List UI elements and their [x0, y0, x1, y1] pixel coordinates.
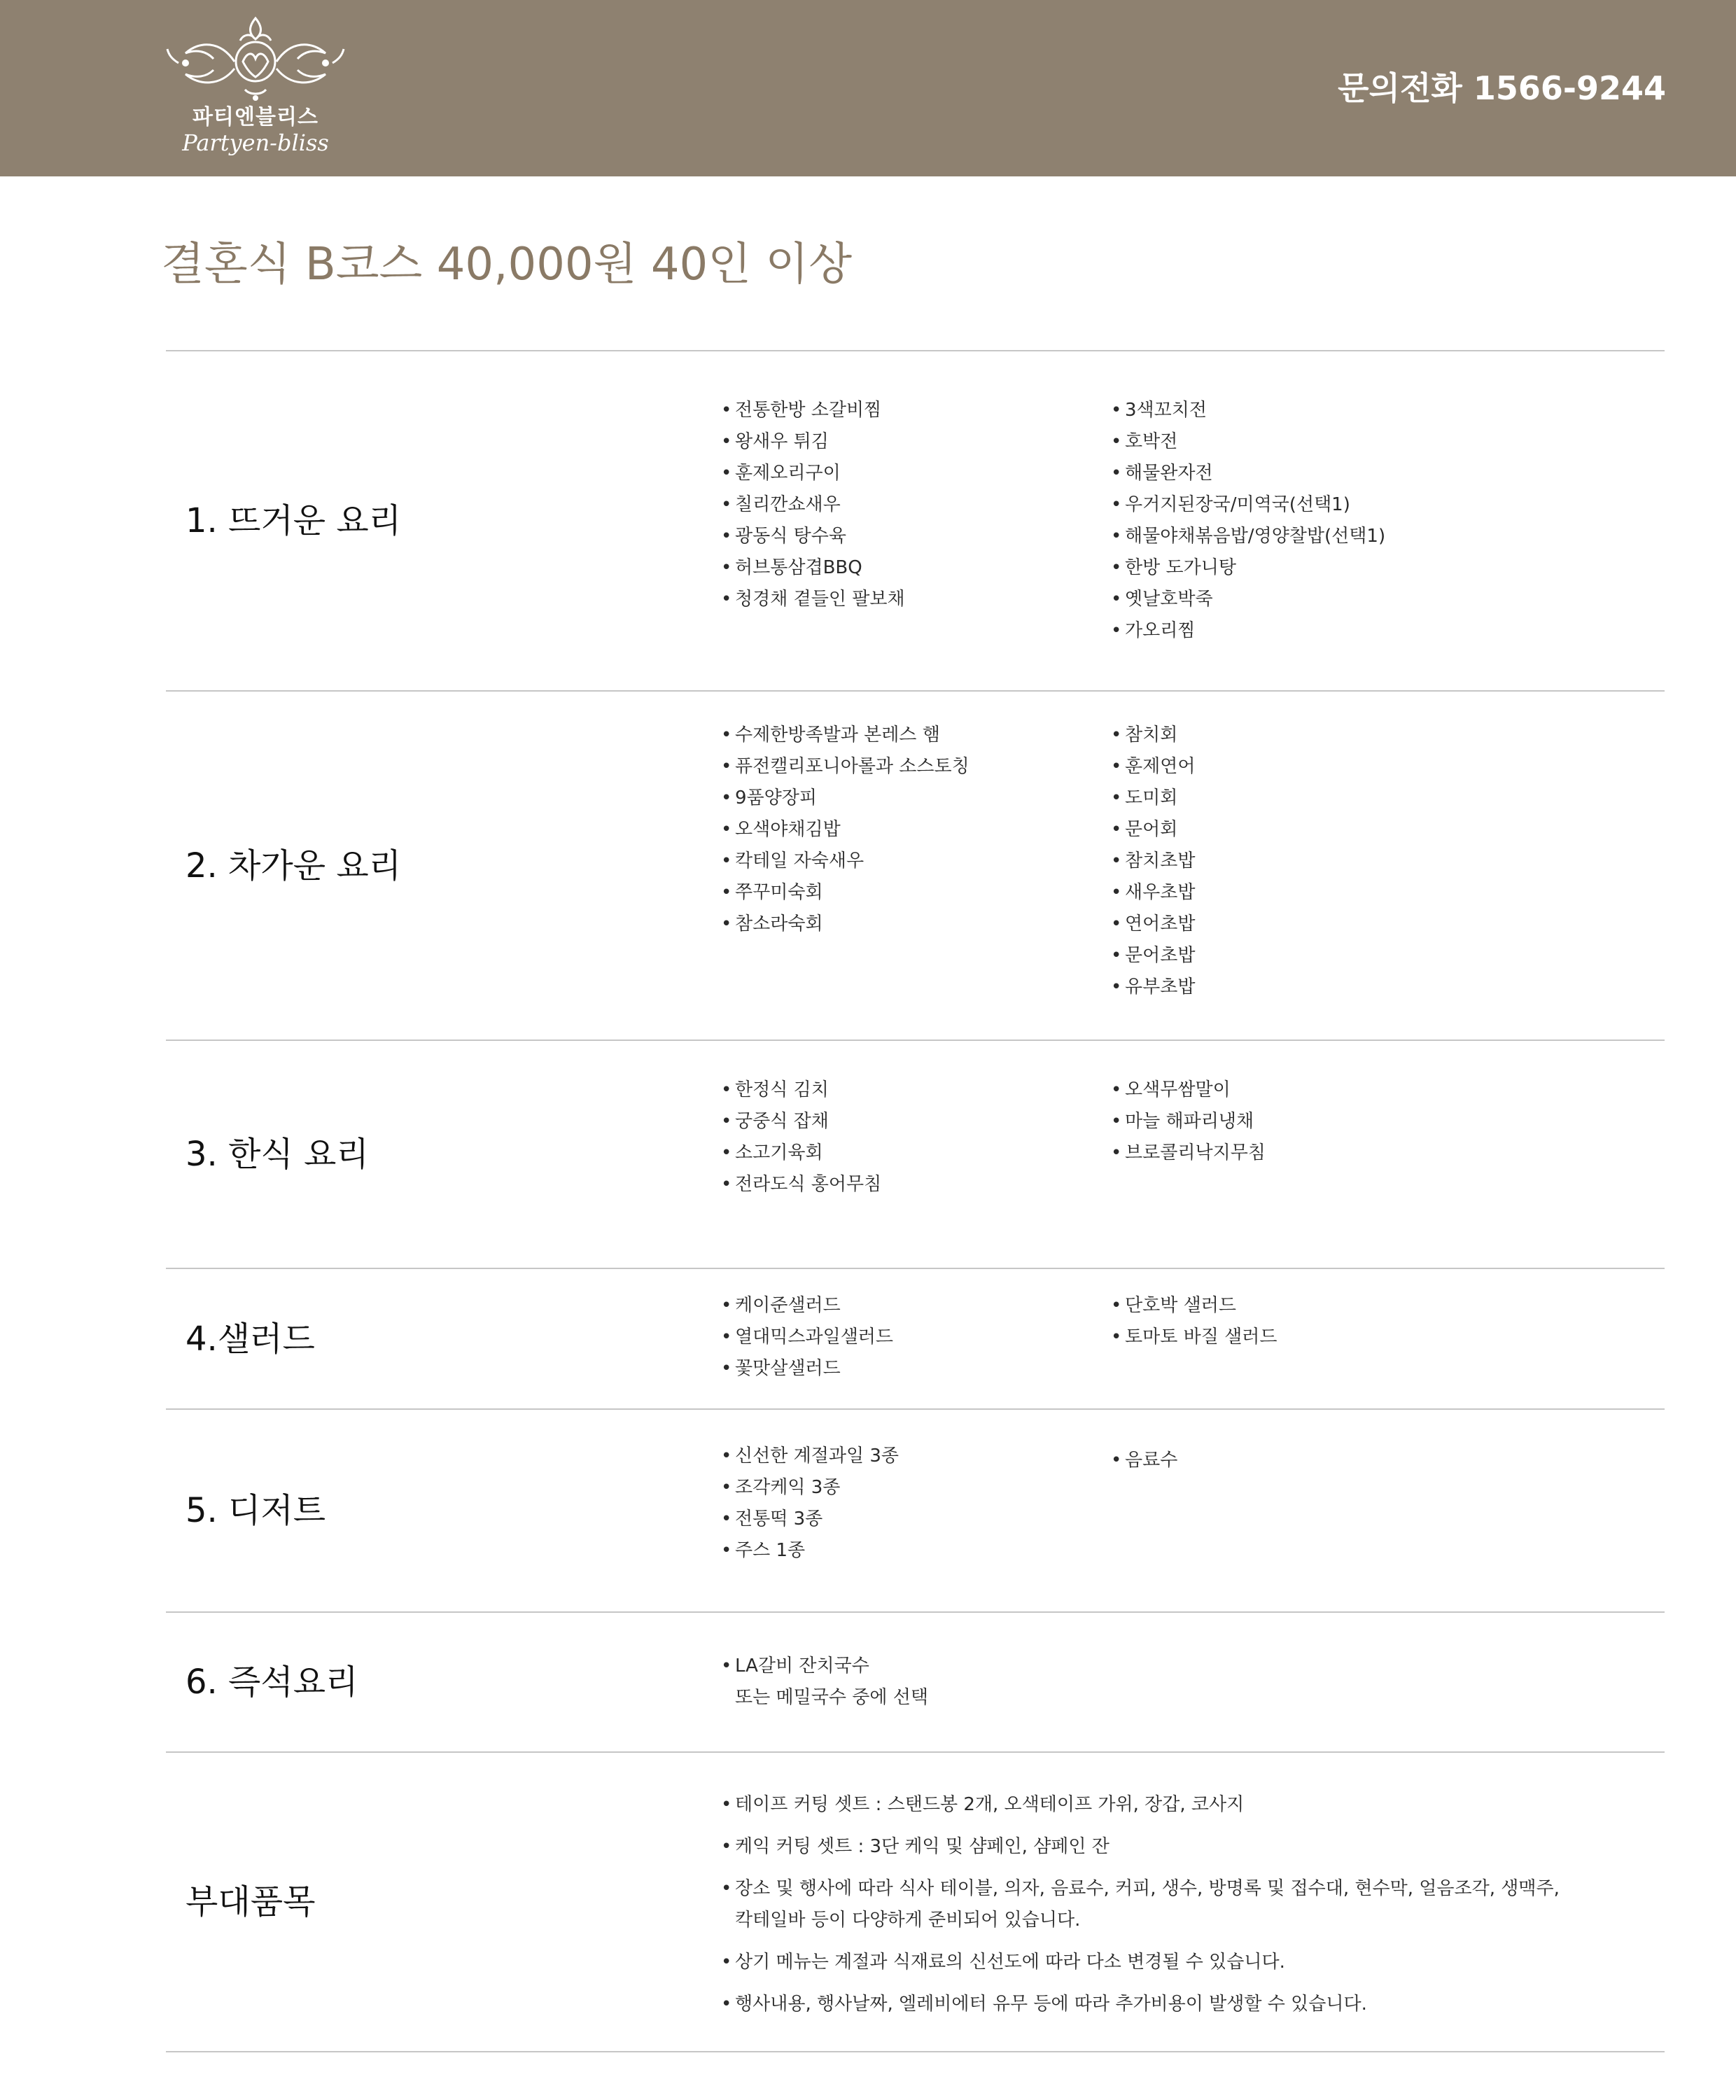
list-item: • 토마토 바질 샐러드 [1111, 1322, 1277, 1353]
list-item: • 퓨전캘리포니아롤과 소스토칭 [721, 751, 969, 783]
list-item: • 전라도식 홍어무침 [721, 1169, 881, 1200]
dish-list-left [721, 1441, 899, 1567]
list-item: • 해물야채볶음밥/영양찰밥(선택1) [1111, 521, 1385, 552]
list-item: • 훈제연어 [1111, 751, 1195, 783]
list-item: • 허브통삼겹BBQ [721, 552, 905, 584]
dish-list-left [721, 1651, 928, 1714]
list-item [721, 1651, 928, 1714]
list-item: • 새우초밥 [1111, 877, 1195, 909]
section-title: 부대품목 [186, 1882, 316, 1921]
logo-english-name: Partyen-bliss [182, 130, 329, 156]
list-item: • 참치초밥 [1111, 846, 1195, 877]
list-item: • 참치회 [1111, 720, 1195, 751]
list-item: • 마늘 해파리냉채 [1111, 1106, 1266, 1138]
list-item: • 왕새우 튀김 [721, 426, 905, 458]
list-item: • 문어회 [1111, 814, 1195, 846]
list-item: • 조각케익 3종 [721, 1472, 899, 1504]
menu-section-extras [166, 1753, 1665, 2052]
ornament-crest-icon [164, 13, 346, 104]
section-title: 6. 즉석요리 [186, 1662, 358, 1702]
dish-list-left [721, 1074, 881, 1200]
list-item: • 유부초밥 [1111, 972, 1195, 1003]
section-title: 2. 차가운 요리 [186, 846, 402, 886]
list-item: • 가오리찜 [1111, 615, 1385, 647]
list-item: • 열대믹스과일샐러드 [721, 1322, 893, 1353]
dish-list-left [721, 395, 905, 615]
menu-section-cold [166, 692, 1665, 1041]
list-item: • 꽃맛살샐러드 [721, 1353, 893, 1385]
list-item-note: 칵테일바 등이 다양하게 준비되어 있습니다. [735, 1910, 1081, 1931]
section-title: 3. 한식 요리 [186, 1135, 369, 1174]
list-item: • 주스 1종 [721, 1535, 899, 1567]
list-item-text: LA갈비 잔치국수 [735, 1656, 869, 1676]
list-item: • 브로콜리낙지무침 [1111, 1138, 1266, 1169]
dish-list-right [1111, 1445, 1177, 1476]
list-item: • 오색무쌈말이 [1111, 1074, 1266, 1106]
list-item: • 청경채 곁들인 팔보채 [721, 584, 905, 615]
list-item: • 참소라숙회 [721, 909, 969, 940]
list-item: • 쭈꾸미숙회 [721, 877, 969, 909]
list-item: • 전통한방 소갈비찜 [721, 395, 905, 426]
extras-list [721, 1789, 1561, 2031]
list-item: • 한정식 김치 [721, 1074, 881, 1106]
list-item: • 문어초밥 [1111, 940, 1195, 972]
list-item: • 수제한방족발과 본레스 햄 [721, 720, 969, 751]
list-item: • 오색야채김밥 [721, 814, 969, 846]
dish-list-right [1111, 395, 1385, 647]
list-item: • 호박전 [1111, 426, 1385, 458]
menu-table [166, 350, 1665, 2052]
list-item: • 신선한 계절과일 3종 [721, 1441, 899, 1472]
list-item-note: 또는 메밀국수 중에 선택 [735, 1687, 928, 1708]
dish-list-right [1111, 1074, 1266, 1169]
list-item: • 음료수 [1111, 1445, 1177, 1476]
list-item: • 테이프 커팅 셋트 : 스탠드봉 2개, 오색테이프 가위, 장갑, 코사지 [721, 1789, 1561, 1821]
dish-list-left [721, 720, 969, 940]
list-item: • 9품양장피 [721, 783, 969, 814]
list-item: • 케이준샐러드 [721, 1290, 893, 1322]
menu-section-dessert [166, 1410, 1665, 1613]
brand-logo[interactable] [161, 13, 350, 167]
menu-section-hot [166, 351, 1665, 692]
section-title: 4.샐러드 [186, 1319, 315, 1359]
list-item: • 전통떡 3종 [721, 1504, 899, 1535]
list-item: • 상기 메뉴는 계절과 식재료의 신선도에 따라 다소 변경될 수 있습니다. [721, 1947, 1561, 1978]
list-item: • 칵테일 자숙새우 [721, 846, 969, 877]
dish-list-right [1111, 1290, 1277, 1353]
list-item-text: 장소 및 행사에 따라 식사 테이블, 의자, 음료수, 커피, 생수, 방명록 및 접수대, 현수막, 얼음조각, 생맥주, [735, 1878, 1560, 1899]
list-item: • 훈제오리구이 [721, 458, 905, 489]
list-item: • 해물완자전 [1111, 458, 1385, 489]
list-item: • 칠리깐쇼새우 [721, 489, 905, 521]
section-title: 1. 뜨거운 요리 [186, 501, 402, 540]
menu-section-salad [166, 1269, 1665, 1410]
list-item: • 행사내용, 행사날짜, 엘레비에터 유무 등에 따라 추가비용이 발생할 수 있습니다. [721, 1989, 1561, 2020]
list-item: • 광동식 탕수육 [721, 521, 905, 552]
list-item: • 궁중식 잡채 [721, 1106, 881, 1138]
list-item: • 한방 도가니탕 [1111, 552, 1385, 584]
dish-list-left [721, 1290, 893, 1385]
list-item: • 도미회 [1111, 783, 1195, 814]
logo-korean-name: 파티엔블리스 [192, 105, 318, 130]
menu-section-korean [166, 1041, 1665, 1269]
section-title: 5. 디저트 [186, 1491, 326, 1530]
menu-section-live-station [166, 1613, 1665, 1753]
contact-phone[interactable]: 문의전화 1566-9244 [1338, 69, 1666, 107]
header-bar [0, 0, 1736, 176]
list-item: • 소고기육회 [721, 1138, 881, 1169]
list-item: • 우거지된장국/미역국(선택1) [1111, 489, 1385, 521]
list-item: • 케익 커팅 셋트 : 3단 케익 및 샴페인, 샴페인 잔 [721, 1831, 1561, 1863]
list-item: • 연어초밥 [1111, 909, 1195, 940]
list-item: • 단호박 샐러드 [1111, 1290, 1277, 1322]
dish-list-right [1111, 720, 1195, 1003]
list-item: • 옛날호박죽 [1111, 584, 1385, 615]
list-item: • 3색꼬치전 [1111, 395, 1385, 426]
list-item [721, 1873, 1561, 1936]
page-title: 결혼식 B코스 40,000원 40인 이상 [161, 239, 853, 290]
